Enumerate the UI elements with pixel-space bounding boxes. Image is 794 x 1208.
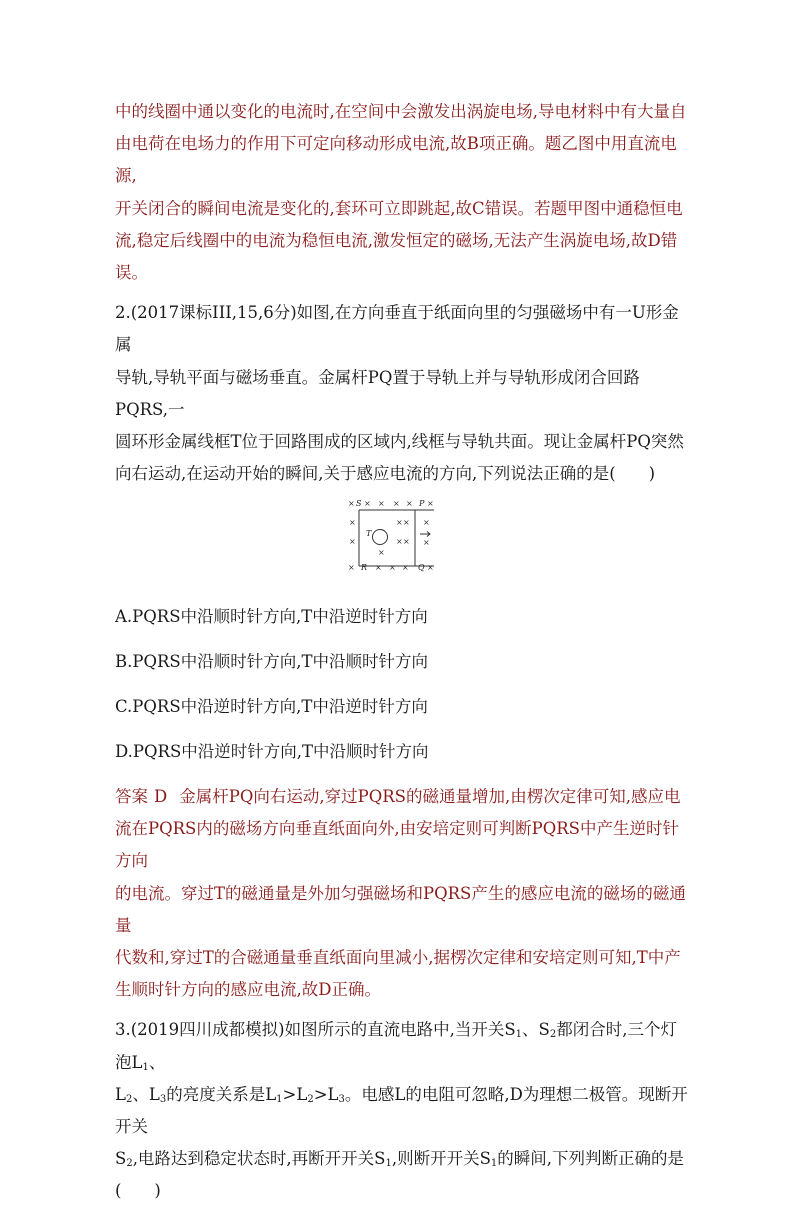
field-cross: × <box>396 518 403 528</box>
subscript: 1 <box>490 1158 498 1170</box>
text: 的亮度关系是L <box>166 1084 277 1104</box>
field-cross: × <box>349 537 356 547</box>
text: 。电感L的电阻可忽略,D为理想二极管。现断开开关 <box>115 1084 688 1137</box>
field-cross: × <box>427 499 434 509</box>
field-cross: × <box>406 499 413 509</box>
answer-line: 生顺时针方向的感应电流,故D正确。 <box>115 980 381 1000</box>
explanation-line: 开关闭合的瞬间电流是变化的,套环可立即跳起,故C错误。若题甲图中通稳恒电 <box>115 198 683 218</box>
subscript: 1 <box>276 1093 283 1105</box>
answer-letter: D <box>154 787 168 807</box>
field-cross: × <box>403 518 410 528</box>
label-r: R <box>361 563 368 573</box>
subscript: 3 <box>159 1093 167 1105</box>
answer-label: 答案 <box>115 787 148 807</box>
text: 、L <box>132 1084 160 1104</box>
subscript: 1 <box>385 1158 392 1170</box>
question-3-stem-line <box>115 1143 689 1175</box>
answer-blank: ( ) <box>115 1181 161 1201</box>
answer-first-line <box>115 781 689 813</box>
label-p: P <box>419 499 425 509</box>
field-cross: × <box>423 518 430 528</box>
answer-line: 的电流。穿过T的磁通量是外加匀强磁场和PQRS产生的感应电流的磁场的磁通量 <box>115 883 686 935</box>
explanation-line: 中的线圈中通以变化的电流时,在空间中会激发出涡旋电场,导电材料中有大量自 <box>115 102 687 121</box>
question-2-stem-line: 圆环形金属线框T位于回路围成的区域内,线框与导轨共面。现让金属杆PQ突然 <box>115 432 684 452</box>
field-cross: × <box>378 548 385 558</box>
label-t: T <box>366 529 372 539</box>
text: 3.(2019四川成都模拟)如图所示的直流电路中,当开关S <box>115 1020 516 1040</box>
field-cross: × <box>364 499 371 509</box>
subscript: 2 <box>549 1029 557 1041</box>
option-c: C.PQRS中沿逆时针方向,T中沿逆时针方向 <box>115 697 428 717</box>
field-cross: × <box>427 563 434 573</box>
text: 、 <box>148 1052 166 1072</box>
subscript: 1 <box>142 1061 149 1073</box>
text: S <box>115 1149 127 1169</box>
subscript: 3 <box>338 1093 345 1105</box>
text: L <box>115 1084 126 1104</box>
label-q: Q <box>418 563 425 573</box>
answer-line: 代数和,穿过T的合磁通量垂直纸面向里减小,据楞次定律和安培定则可知,T中产 <box>115 948 681 968</box>
field-cross: × <box>403 537 410 547</box>
ring-t <box>373 530 388 545</box>
field-cross: × <box>423 538 430 548</box>
option-d: D.PQRS中沿逆时针方向,T中沿顺时针方向 <box>115 741 429 761</box>
magnetic-field-circuit-figure <box>347 498 443 572</box>
question-3-stem-line <box>115 1079 689 1143</box>
option-b: B.PQRS中沿顺时针方向,T中沿顺时针方向 <box>115 652 428 672</box>
subscript: 2 <box>307 1093 314 1105</box>
text: 的瞬间,下列判断正确的是 <box>497 1149 685 1169</box>
explanation-line: 流,稳定后线圈中的电流为稳恒电流,激发恒定的磁场,无法产生涡旋电场,故D错 <box>115 230 678 250</box>
explanation-line: 由电荷在电场力的作用下可定向移动形成电流,故B项正确。题乙图中用直流电源, <box>115 134 677 186</box>
question-2-stem-line: 导轨,导轨平面与磁场垂直。金属杆PQ置于导轨上并与导轨形成闭合回路PQRS,一 <box>115 367 640 419</box>
subscript: 1 <box>515 1029 523 1041</box>
field-cross: × <box>393 499 400 509</box>
page-content <box>115 96 689 1208</box>
field-cross: × <box>348 563 355 573</box>
text: >L <box>313 1084 339 1104</box>
explanation-line: 误。 <box>115 263 148 283</box>
field-cross: × <box>348 499 355 509</box>
answer-text: 金属杆PQ向右运动,穿过PQRS的磁通量增加,由楞次定律可知,感应电 <box>179 787 681 807</box>
field-cross: × <box>396 537 403 547</box>
text: ,电路达到稳定状态时,再断开开关S <box>132 1149 386 1169</box>
subscript: 2 <box>126 1158 133 1170</box>
question-2 <box>115 297 689 1006</box>
field-cross: × <box>378 499 385 509</box>
question-3 <box>115 1014 689 1207</box>
answer-block <box>115 781 689 1006</box>
label-s: S <box>356 499 362 509</box>
question-2-stem-line: 2.(2017课标III,15,6分)如图,在方向垂直于纸面向里的匀强磁场中有一U形金属 <box>115 303 679 355</box>
field-cross: × <box>375 563 382 573</box>
field-cross: × <box>402 563 409 573</box>
previous-explanation <box>115 96 689 289</box>
text: 都闭合时,三个灯泡L <box>115 1020 677 1072</box>
question-3-stem-line <box>115 1014 689 1078</box>
question-2-stem-line: 向右运动,在运动开始的瞬间,关于感应电流的方向,下列说法正确的是( ) <box>115 464 656 484</box>
text: 、S <box>522 1020 550 1040</box>
text: ,则断开开关S <box>391 1149 491 1169</box>
text: >L <box>282 1084 308 1104</box>
field-cross: × <box>389 563 396 573</box>
answer-line: 流在PQRS内的磁场方向垂直纸面向外,由安培定则可判断PQRS中产生逆时针方向 <box>115 819 679 871</box>
option-a: A.PQRS中沿顺时针方向,T中沿逆时针方向 <box>115 607 428 627</box>
subscript: 2 <box>125 1093 133 1105</box>
field-cross: × <box>349 518 356 528</box>
